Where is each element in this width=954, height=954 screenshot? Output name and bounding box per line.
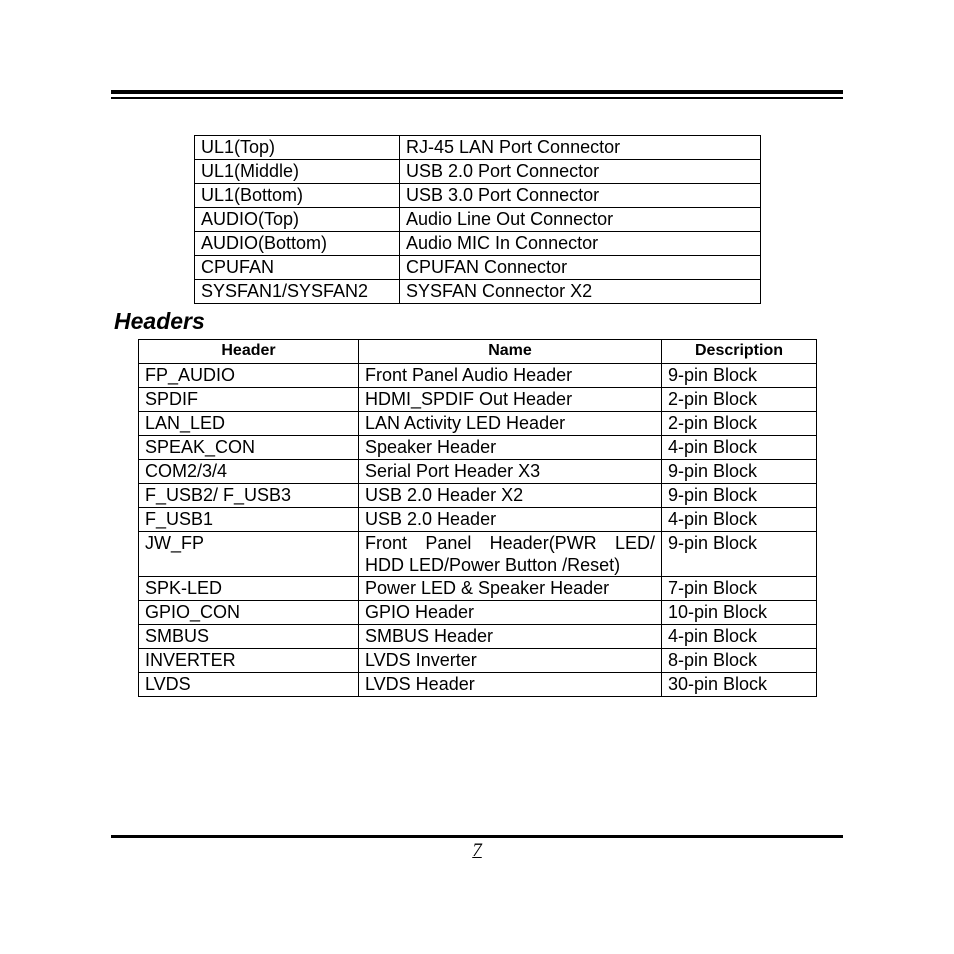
header-name: HDMI_SPDIF Out Header <box>359 388 662 412</box>
column-header-header: Header <box>139 340 359 364</box>
table-row <box>139 577 817 601</box>
connector-name: UL1(Middle) <box>195 160 400 184</box>
table-row <box>139 625 817 649</box>
header-id: SPK-LED <box>139 577 359 601</box>
table-row <box>195 232 761 256</box>
header-description: 9-pin Block <box>662 364 817 388</box>
header-name: Front Panel Audio Header <box>359 364 662 388</box>
connector-description: CPUFAN Connector <box>400 256 761 280</box>
page-number-text: 7 <box>472 840 482 861</box>
header-description: 4-pin Block <box>662 436 817 460</box>
header-description: 7-pin Block <box>662 577 817 601</box>
connector-description: Audio Line Out Connector <box>400 208 761 232</box>
header-name: Power LED & Speaker Header <box>359 577 662 601</box>
connector-name: SYSFAN1/SYSFAN2 <box>195 280 400 304</box>
header-id: FP_AUDIO <box>139 364 359 388</box>
header-id: F_USB2/ F_USB3 <box>139 484 359 508</box>
connector-description: RJ-45 LAN Port Connector <box>400 136 761 160</box>
header-name: GPIO Header <box>359 601 662 625</box>
table-row <box>195 184 761 208</box>
header-name: LVDS Header <box>359 673 662 697</box>
header-name: LVDS Inverter <box>359 649 662 673</box>
header-description: 8-pin Block <box>662 649 817 673</box>
header-description: 9-pin Block <box>662 484 817 508</box>
header-description: 30-pin Block <box>662 673 817 697</box>
header-name: Serial Port Header X3 <box>359 460 662 484</box>
header-name: USB 2.0 Header X2 <box>359 484 662 508</box>
header-name: USB 2.0 Header <box>359 508 662 532</box>
header-id: LVDS <box>139 673 359 697</box>
connector-description: Audio MIC In Connector <box>400 232 761 256</box>
table-row <box>139 532 817 577</box>
header-id: COM2/3/4 <box>139 460 359 484</box>
header-id: JW_FP <box>139 532 359 577</box>
connector-name: AUDIO(Top) <box>195 208 400 232</box>
header-id: SMBUS <box>139 625 359 649</box>
bottom-rule <box>111 835 843 838</box>
connector-name: AUDIO(Bottom) <box>195 232 400 256</box>
table-row <box>139 601 817 625</box>
connector-table <box>194 135 761 304</box>
table-row <box>195 136 761 160</box>
connector-name: UL1(Top) <box>195 136 400 160</box>
header-name: Speaker Header <box>359 436 662 460</box>
header-id: SPDIF <box>139 388 359 412</box>
column-header-name: Name <box>359 340 662 364</box>
table-row <box>195 256 761 280</box>
header-name: Front Panel Header(PWR LED/ HDD LED/Power Button /Reset) <box>359 532 662 577</box>
header-id: F_USB1 <box>139 508 359 532</box>
header-description: 4-pin Block <box>662 625 817 649</box>
top-rule-thin <box>111 97 843 99</box>
table-row <box>139 673 817 697</box>
header-description: 4-pin Block <box>662 508 817 532</box>
header-id: INVERTER <box>139 649 359 673</box>
table-row <box>139 484 817 508</box>
connector-description: USB 3.0 Port Connector <box>400 184 761 208</box>
connector-description: SYSFAN Connector X2 <box>400 280 761 304</box>
header-description: 9-pin Block <box>662 532 817 577</box>
header-id: SPEAK_CON <box>139 436 359 460</box>
table-row <box>195 160 761 184</box>
header-name: LAN Activity LED Header <box>359 412 662 436</box>
connector-description: USB 2.0 Port Connector <box>400 160 761 184</box>
column-header-description: Description <box>662 340 817 364</box>
headers-table <box>138 339 817 697</box>
section-title: Headers <box>114 308 205 334</box>
header-description: 10-pin Block <box>662 601 817 625</box>
header-id: LAN_LED <box>139 412 359 436</box>
header-description: 2-pin Block <box>662 412 817 436</box>
table-row <box>195 208 761 232</box>
top-rule-thick <box>111 90 843 94</box>
header-description: 2-pin Block <box>662 388 817 412</box>
header-id: GPIO_CON <box>139 601 359 625</box>
page-number <box>0 840 954 862</box>
table-row <box>195 280 761 304</box>
table-row <box>139 436 817 460</box>
connector-name: CPUFAN <box>195 256 400 280</box>
table-header-row <box>139 340 817 364</box>
header-description: 9-pin Block <box>662 460 817 484</box>
table-row <box>139 412 817 436</box>
connector-name: UL1(Bottom) <box>195 184 400 208</box>
table-row <box>139 388 817 412</box>
table-row <box>139 508 817 532</box>
table-row <box>139 460 817 484</box>
table-row <box>139 364 817 388</box>
table-row <box>139 649 817 673</box>
header-name: SMBUS Header <box>359 625 662 649</box>
